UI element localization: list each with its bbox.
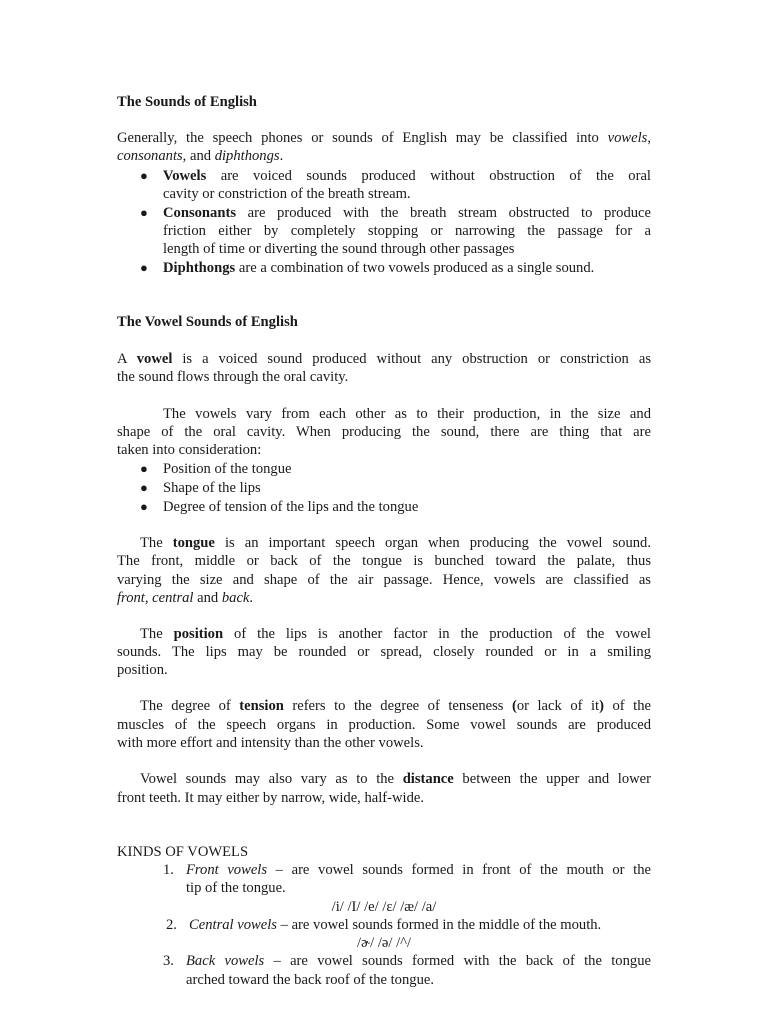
vary-line-2: shape of the oral cavity. When producing the sound, there are thing that are — [117, 424, 651, 440]
front-vowels-line-1 — [186, 861, 651, 879]
position-line-3: position. — [117, 662, 168, 678]
intro-period: . — [279, 148, 284, 164]
distance-line-2: front teeth. It may either by narrow, wide, half-wide. — [117, 790, 425, 806]
bullet-icon: ● — [140, 205, 148, 220]
back-vowels-name: Back vowels — [186, 953, 265, 969]
bullet-vowels-term: Vowels — [163, 168, 207, 184]
central-vowels-line-1 — [189, 916, 651, 934]
bullet-icon: ● — [140, 461, 148, 476]
distance-pre: Vowel sounds may also vary as to the — [140, 771, 403, 787]
tongue-term: tongue — [172, 535, 215, 551]
back-vowels-line-1 — [186, 952, 651, 970]
bullet-icon: ● — [140, 499, 148, 514]
tension-line-2: muscles of the speech organs in production. Some vowel sounds are produced — [117, 717, 651, 733]
intro-diphthongs: diphthongs — [214, 148, 280, 164]
tension-mid: refers to the degree of tenseness — [283, 698, 512, 714]
bullet-icon: ● — [140, 480, 148, 495]
bullet-icon: ● — [140, 168, 148, 183]
tension-end: of the — [603, 698, 651, 714]
bullet-vowels-text: are voiced sounds produced without obstruction of the oral — [206, 168, 651, 184]
consideration-item: Degree of tension of the lips and the tongue — [163, 499, 419, 515]
front-vowels-name: Front vowels — [186, 862, 268, 878]
distance-line-1 — [140, 770, 651, 788]
intro-comma: , — [647, 130, 651, 146]
tension-term: tension — [239, 698, 284, 714]
bullet-diphthongs-line-1 — [163, 259, 651, 277]
central-vowels-name: Central vowels — [189, 917, 277, 933]
vowel-def-a: A — [117, 351, 137, 367]
bullet-consonants-term: Consonants — [163, 205, 236, 221]
intro-and: , and — [182, 148, 215, 164]
tension-paren-close: ) — [599, 698, 604, 714]
intro-vowels: vowels — [607, 130, 648, 146]
vary-line-3: taken into consideration: — [117, 442, 262, 458]
section-title-vowel-sounds: The Vowel Sounds of English — [117, 314, 298, 330]
list-number: 3. — [163, 953, 174, 969]
tongue-line-1 — [140, 534, 651, 552]
intro-line-1 — [117, 129, 651, 147]
vary-line-1: The vowels vary from each other as to their production, in the size and — [163, 406, 651, 422]
front-vowels-symbols: /i/ /I/ /e/ /ɛ/ /æ/ /a/ — [331, 899, 437, 915]
tension-line-3: with more effort and intensity than the other vowels. — [117, 735, 424, 751]
distance-text: between the upper and lower — [453, 771, 651, 787]
list-number: 1. — [163, 862, 174, 878]
bullet-diphthongs-term: Diphthongs — [163, 260, 236, 276]
consideration-item: Shape of the lips — [163, 480, 261, 496]
intro-text: Generally, the speech phones or sounds of English may be classified into — [117, 130, 608, 146]
tongue-front-central: front, central — [117, 590, 194, 606]
tension-paren-open: ( — [511, 698, 517, 714]
tongue-and: and — [193, 590, 222, 606]
central-vowels-text: – are vowel sounds formed in the middle of the mouth. — [276, 917, 602, 933]
bullet-consonants-text: are produced with the breath stream obstructed to produce — [236, 205, 651, 221]
central-vowels-symbols: /ɚ/ /ə/ /^/ — [356, 935, 412, 951]
intro-consonants: consonants — [117, 148, 183, 164]
bullet-consonants-line-3: length of time or diverting the sound through other passages — [163, 241, 515, 257]
tongue-text: is an important speech organ when producing the vowel sound. — [214, 535, 651, 551]
kinds-title: KINDS OF VOWELS — [117, 844, 249, 860]
tension-line-1 — [140, 697, 651, 715]
tongue-back: back — [221, 590, 250, 606]
tension-pre: The degree of — [140, 698, 240, 714]
tongue-pre: The — [140, 535, 173, 551]
position-text: of the lips is another factor in the production of the vowel — [223, 626, 651, 642]
tongue-line-3: varying the size and shape of the air passage. Hence, vowels are classified as — [117, 572, 651, 588]
bullet-consonants-line-1 — [163, 204, 651, 222]
bullet-diphthongs-text: are a combination of two vowels produced as a single sound. — [235, 260, 595, 276]
position-line-1 — [140, 625, 651, 643]
tongue-line-4 — [117, 589, 651, 607]
list-number: 2. — [166, 917, 177, 933]
bullet-vowels-line-2: cavity or constriction of the breath stream. — [163, 186, 411, 202]
front-vowels-line-2: tip of the tongue. — [186, 880, 286, 896]
tension-lack: or lack of it — [516, 698, 600, 714]
vowel-def-term: vowel — [136, 351, 173, 367]
front-vowels-text: – are vowel sounds formed in front of the mouth or the — [267, 862, 651, 878]
position-pre: The — [140, 626, 174, 642]
bullet-consonants-line-2: friction either by completely stopping or narrowing the passage for a — [163, 223, 651, 239]
position-term: position — [173, 626, 224, 642]
distance-term: distance — [402, 771, 454, 787]
bullet-vowels-line-1 — [163, 167, 651, 185]
section-title-sounds: The Sounds of English — [117, 94, 257, 110]
intro-line-2 — [117, 147, 651, 165]
position-line-2: sounds. The lips may be rounded or spread, closely rounded or in a smiling — [117, 644, 651, 660]
vowel-def-line-1 — [117, 350, 651, 368]
tongue-period: . — [249, 590, 254, 606]
consideration-item: Position of the tongue — [163, 461, 292, 477]
vowel-def-text: is a voiced sound produced without any obstruction or constriction as — [172, 351, 651, 367]
tongue-line-2: The front, middle or back of the tongue is bunched toward the palate, thus — [117, 553, 651, 569]
vowel-def-line-2: the sound flows through the oral cavity. — [117, 369, 349, 385]
back-vowels-text: – are vowel sounds formed with the back of the tongue — [264, 953, 651, 969]
back-vowels-line-2: arched toward the back roof of the tongue. — [186, 972, 434, 988]
bullet-icon: ● — [140, 260, 148, 275]
